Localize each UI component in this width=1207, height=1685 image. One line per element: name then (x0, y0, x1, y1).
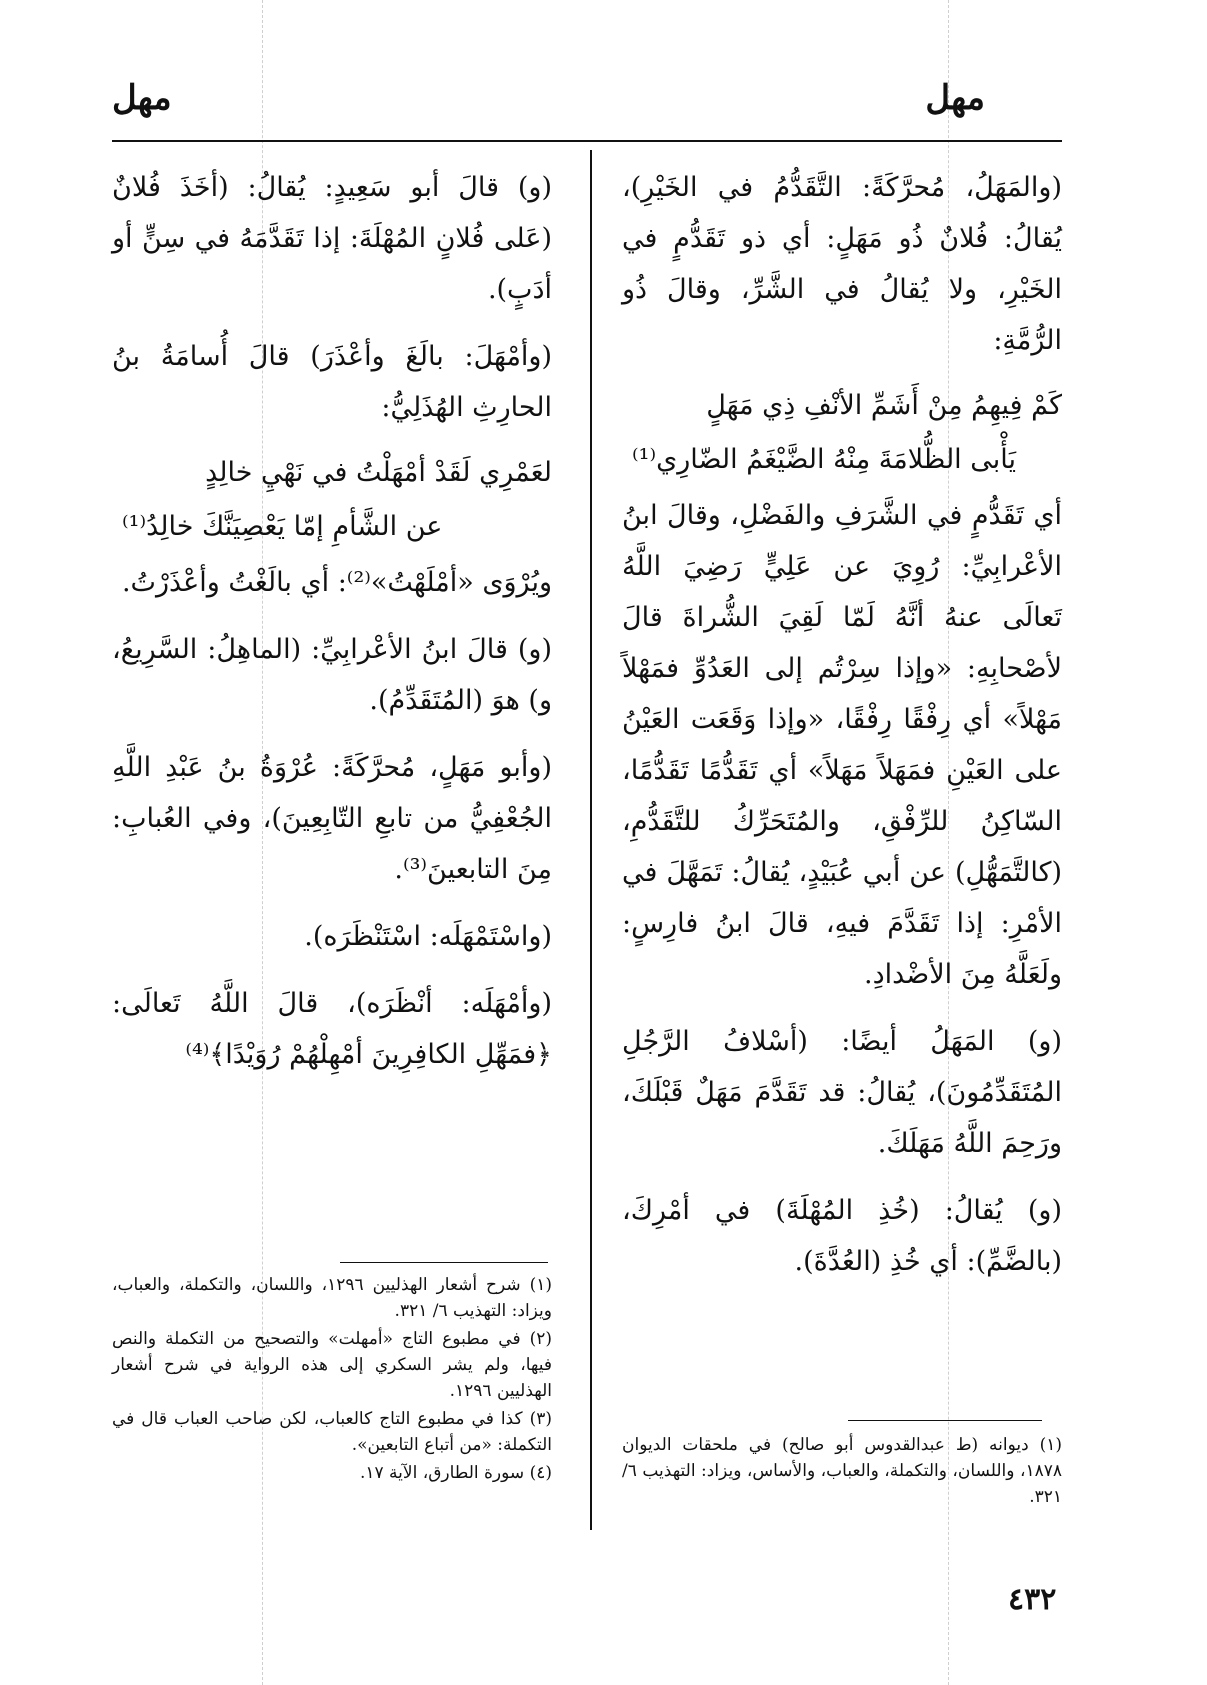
entry-paragraph: (و) قالَ ابنُ الأعْرابِيِّ: (الماهِلُ: السَّرِيعُ، و) هوَ (المُتَقَدِّمُ). (112, 634, 552, 716)
entry-paragraph: (و) المَهَلُ أيضًا: (أسْلافُ الرَّجُلِ المُتَقَدِّمُونَ)، يُقالُ: قد تَقَدَّمَ مَهَلٌ قَبْلَكَ، ورَحِمَ اللَّهُ مَهَلَكَ. (622, 1026, 1062, 1159)
verse-hemistich-1: كَمْ فِيهِمُ مِنْ أَشَمِّ الأنْفِ ذِي مَهَلٍ (706, 390, 1062, 421)
footnote: (١) شرح أشعار الهذليين ١٢٩٦، واللسان، والتكملة، والعباب، ويزاد: التهذيب ٦/ ٣٢١. (112, 1275, 552, 1321)
entry-paragraph: (و) يُقالُ: (خُذِ المُهْلَةَ) في أمْرِكَ، (بالضَّمِّ): أي خُذِ (العُدَّةَ). (622, 1195, 1062, 1277)
footnotes-left (112, 1272, 552, 1488)
footnote: (٣) كذا في مطبوع التاج كالعباب، لكن صاحب العباب قال في التكملة: «من أتباع التابعين». (112, 1409, 552, 1455)
running-head-right: مهل (925, 78, 985, 118)
footnote: (١) ديوانه (ط عبدالقدوس أبو صالح) في ملحقات الديوان ١٨٧٨، واللسان، والتكملة، والعباب، والأساس، ويزاد: التهذيب ٦/ ٣٢١. (622, 1435, 1062, 1507)
entry-paragraph: أي تَقَدُّمٍ في الشَّرَفِ والفَضْلِ، وقالَ ابنُ الأعْرابِيِّ: رُوِيَ عن عَلِيٍّ رَضِيَ اللَّهُ تَعالَى عنهُ أنَّهُ لَمّا لَقِيَ الشُّراةَ قالَ لأصْحابِهِ: «وإذا سِرْتُم إلى العَدُوِّ فمَهْلاً مَهْلاً» أي رِفْقًا رِفْقًا، «وإذا وَقَعَت العَيْنُ على العَيْنِ فمَهَلاً مَهَلاً» أي تَقَدُّمًا تَقَدُّمًا، السّاكِنُ للرِّفْقِ، والمُتَحَرِّكُ للتَّقَدُّمِ، (كالتَّمَهُّلِ) عن أبي عُبَيْدٍ، يُقالُ: تَمَهَّلَ في الأمْرِ: إذا تَقَدَّمَ فيهِ، قالَ ابنُ فارِسٍ: ولَعَلَّهُ مِنَ الأضْدادِ. (622, 500, 1062, 990)
column-divider (590, 150, 592, 1530)
verse-hemistich-2: عن الشَّأمِ إمّا يَعْصِيَنَّكَ خالِدُ⁽¹⁾ (122, 511, 443, 542)
entry-paragraph: (وأبو مَهَلٍ، مُحرَّكَةً: عُرْوَةُ بنُ عَبْدِ اللَّهِ الجُعْفِيُّ من تابعِ التّابِعِينَ)، وفي العُبابِ: مِنَ التابعينَ⁽³⁾. (112, 752, 552, 885)
right-column (622, 162, 1062, 1303)
entry-paragraph: (و) قالَ أبو سَعِيدٍ: يُقالُ: (أخَذَ فُلانٌ (عَلى فُلانٍ المُهْلَةَ: إذا تَقَدَّمَهُ في سِنٍّ أو أدَبٍ). (112, 172, 552, 305)
entry-paragraph: (واسْتَمْهَلَه: اسْتَنْظَرَه). (304, 921, 552, 952)
verse-hemistich-1: لعَمْرِي لَقَدْ أمْهَلْتُ في نَهْيِ خالِدٍ (205, 457, 552, 488)
footnote: (٤) سورة الطارق، الآية ١٧. (359, 1463, 552, 1483)
footnote-rule-left (340, 1262, 548, 1263)
footnote: (٢) في مطبوع التاج «أمهلت» والتصحيح من التكملة والنص فيها، ولم يشر السكري إلى هذه الرواية في شرح أشعار الهذليين ١٢٩٦. (112, 1329, 552, 1401)
footnote-rule-right (848, 1420, 1042, 1421)
entry-paragraph: ويُرْوَى «أمْلَهْتُ»⁽²⁾: أي بالَغْتُ وأعْذَرْتُ. (121, 567, 552, 598)
entry-paragraph: (والمَهَلُ، مُحرَّكَةً: التَّقَدُّمُ في الخَيْرِ)، يُقالُ: فُلانٌ ذُو مَهَلٍ: أي ذو تَقَدُّمٍ في الخَيْرِ، ولا يُقالُ في الشَّرِّ، وقالَ ذُو الرُّمَّةِ: (622, 172, 1062, 356)
footnotes-right (622, 1432, 1062, 1512)
entry-paragraph: (وأمْهَلَه: أنْظَرَه)، قالَ اللَّهُ تَعالَى: ﴿فمَهِّلِ الكافِرِينَ أمْهِلْهُمْ رُوَيْدًا﴾⁽⁴⁾ (112, 988, 552, 1070)
running-head-left: مهل (112, 78, 172, 118)
page-number: ٤٣٢ (1008, 1582, 1057, 1617)
entry-paragraph: (وأمْهَلَ: بالَغَ وأعْذَرَ) قالَ أُسامَةُ بنُ الحارِثِ الهُذَلِيُّ: (112, 341, 552, 423)
left-column (112, 162, 552, 1096)
header-rule (112, 140, 1062, 142)
verse-hemistich-2: يَأْبى الظُّلامَةَ مِنْهُ الضَّيْغَمُ الضّارِي⁽¹⁾ (632, 444, 1017, 475)
